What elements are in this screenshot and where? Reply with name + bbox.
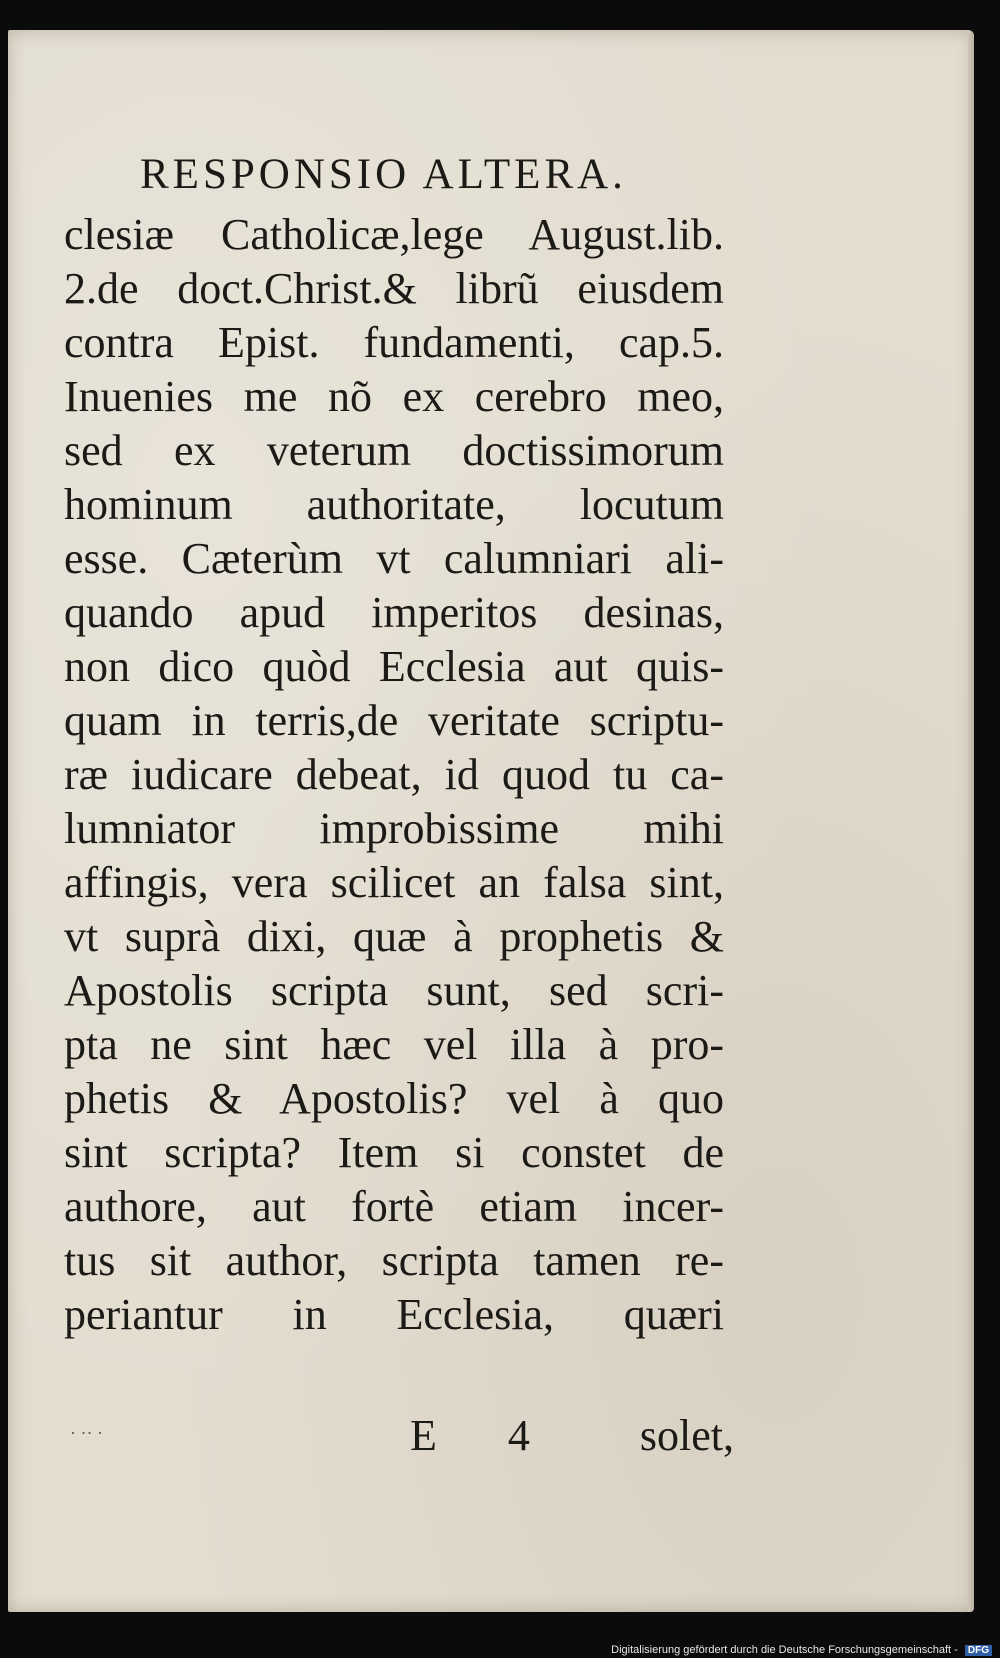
text-line: sed ex veterum doctissimorum [64, 426, 724, 475]
page-edge [968, 30, 974, 1612]
text-line: esse. Cæterùm vt calumniari ali- [64, 534, 724, 583]
text-line: phetis & Apostolis? vel à quo [64, 1074, 724, 1123]
text-line: quando apud imperitos desinas, [64, 588, 724, 637]
text-line: contra Epist. fundamenti, cap.5. [64, 318, 724, 367]
catchword: solet, [639, 1411, 734, 1460]
text-line: vt suprà dixi, quæ à prophetis & [64, 912, 724, 961]
page-footer [64, 1410, 734, 1464]
dfg-logo: DFG [965, 1645, 992, 1656]
ink-smudge-icon: ․ ․․ ․ [70, 1418, 104, 1438]
page-body [64, 208, 724, 1342]
text-line: ræ iudicare debeat, id quod tu ca- [64, 750, 724, 799]
text-line: authore, aut fortè etiam incer- [64, 1182, 724, 1231]
signature-mark: E 4 [410, 1411, 560, 1460]
text-line: sint scripta? Item si constet de [64, 1128, 724, 1177]
text-line: non dico quòd Ecclesia aut quis- [64, 642, 724, 691]
text-line: 2.de doct.Christ.& librũ eiusdem [64, 264, 724, 313]
text-line: tus sit author, scripta tamen re- [64, 1236, 724, 1285]
text-line: pta ne sint hæc vel illa à pro- [64, 1020, 724, 1069]
text-line: affingis, vera scilicet an falsa sint, [64, 858, 724, 907]
text-line: Inuenies me nõ ex cerebro meo, [64, 372, 724, 421]
digitization-credit [611, 1644, 992, 1656]
text-line: hominum authoritate, locutum [64, 480, 724, 529]
credit-text: Digitalisierung gefördert durch die Deutsche Forschungsgemeinschaft - [611, 1644, 958, 1656]
text-line: quam in terris,de veritate scriptu- [64, 696, 724, 745]
text-line: periantur in Ecclesia, quæri [64, 1290, 724, 1339]
text-line: lumniator improbissime mihi [64, 804, 724, 853]
text-line: Apostolis scripta sunt, sed scri- [64, 966, 724, 1015]
running-header: RESPONSIO ALTERA. [140, 151, 627, 198]
text-line: clesiæ Catholicæ,lege August.lib. [64, 210, 724, 259]
book-page [8, 30, 974, 1612]
